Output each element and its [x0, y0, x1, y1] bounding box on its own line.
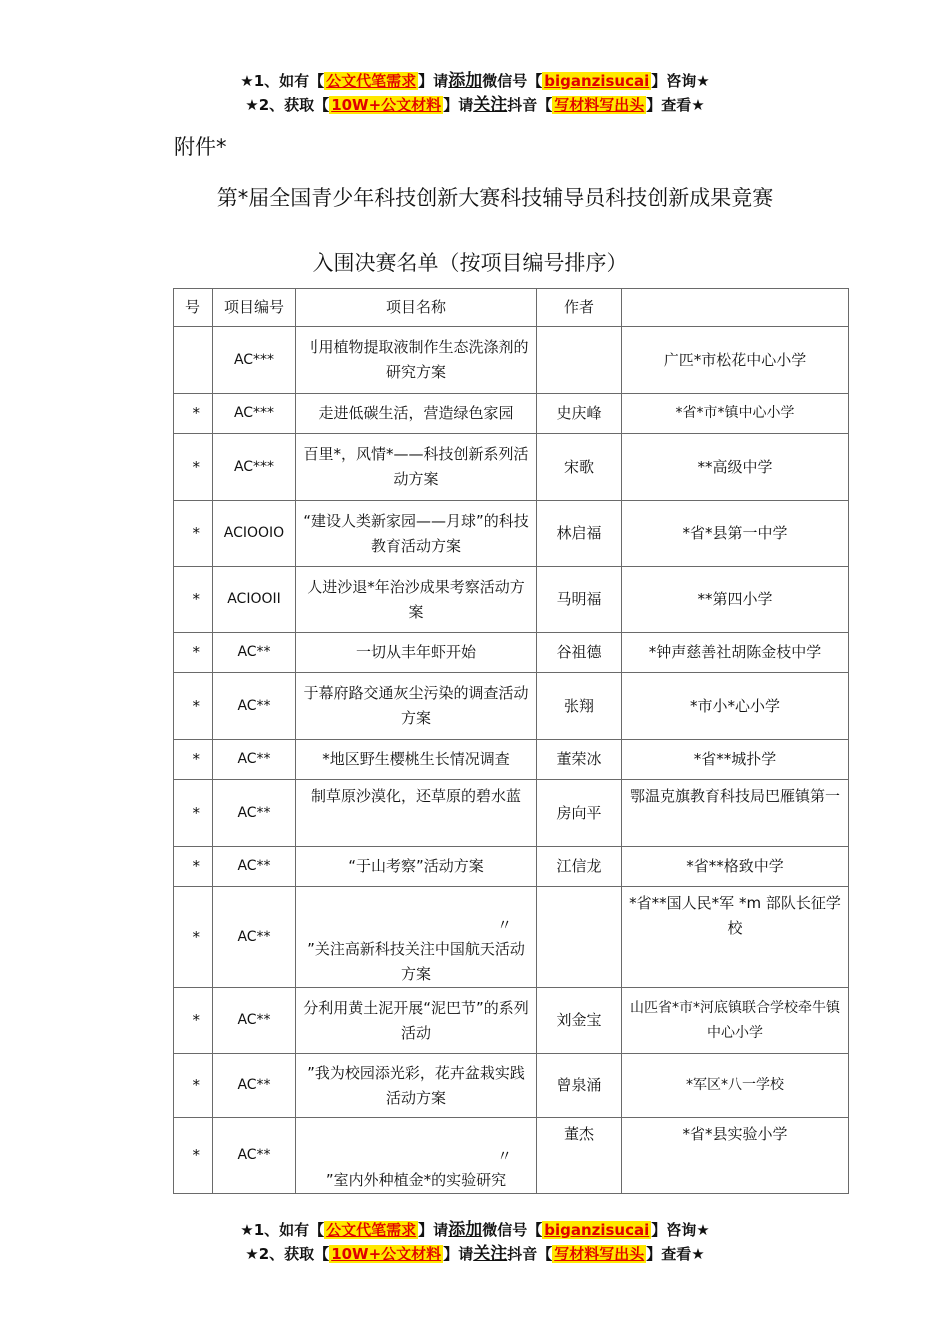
banner-highlight: 公文代笔需求	[326, 72, 417, 90]
project-name: 分利用黄土泥开展“泥巴节”的系列活动	[296, 988, 537, 1054]
table-row	[174, 434, 849, 501]
author-name: 林启福	[537, 501, 622, 567]
attachment-label: 附件*	[174, 135, 227, 159]
project-name: 百里*，风情*——科技创新系列活动方案	[296, 434, 537, 501]
banner-text: 】请	[443, 96, 474, 114]
table-row	[174, 847, 849, 887]
project-name: ”我为校园添光彩，花卉盆栽实践活动方案	[296, 1054, 537, 1118]
author-name: 史庆峰	[537, 394, 622, 434]
table-row	[174, 1054, 849, 1118]
author-name: 谷祖德	[537, 633, 622, 673]
project-code: AC**	[213, 1054, 296, 1118]
table-row	[174, 633, 849, 673]
header-author: 作者	[537, 289, 622, 327]
banner-text: 】请	[418, 1221, 449, 1239]
banner-emphasis: 添加	[448, 1220, 483, 1240]
author-name: 江信龙	[537, 847, 622, 887]
banner-text: 】请	[418, 72, 449, 90]
project-name: “于山考察”活动方案	[296, 847, 537, 887]
school-name: 广匹*市松花中心小学	[622, 327, 849, 394]
project-name-text: ”室内外种植金*的实验研究	[325, 1171, 507, 1189]
ditto-mark: 〃	[496, 1147, 512, 1165]
top-banner-line-1	[0, 70, 950, 92]
project-code: AC**	[213, 887, 296, 988]
document-title-line-1: 第*届全国青少年科技创新大赛科技辅导员科技创新成果竟赛	[216, 186, 774, 210]
header-school	[622, 289, 849, 327]
table-row	[174, 501, 849, 567]
banner-text: 微信号【	[482, 1221, 543, 1239]
project-code: AC**	[213, 847, 296, 887]
row-number: *	[174, 434, 213, 501]
project-name: 刂用植物提取液制作生态洗涤剂的研究方案	[296, 327, 537, 394]
project-name: 于幕府路交通灰尘污染的调查活动方案	[296, 673, 537, 740]
author-name: 曾泉涌	[537, 1054, 622, 1118]
banner-text: 抖音【	[507, 96, 553, 114]
banner-text: 抖音【	[507, 1245, 553, 1263]
table-header-row	[174, 289, 849, 327]
school-name: 山匹省*市*河底镇联合学校牵牛镇中心小学	[622, 988, 849, 1054]
school-name: 鄂温克旗教育科技局巴雁镇第一	[622, 780, 849, 847]
banner-text: 】查看★	[646, 96, 705, 114]
project-name-text: ”关注高新科技关注中国航天活动方案	[307, 940, 525, 983]
project-name: 人进沙退*年治沙成果考察活动方案	[296, 567, 537, 633]
table-row	[174, 887, 849, 988]
author-name: 董杰	[537, 1118, 622, 1194]
table-row	[174, 394, 849, 434]
bottom-banner-line-2	[0, 1243, 950, 1265]
table-row	[174, 673, 849, 740]
banner-highlight: 10W+公文材料	[331, 96, 442, 114]
project-name	[296, 887, 537, 988]
author-name: 张翔	[537, 673, 622, 740]
author-name: 马明福	[537, 567, 622, 633]
banner-emphasis: 关注	[473, 1244, 508, 1264]
project-code: ACIOOIO	[213, 501, 296, 567]
banner-text: ★1、如有【	[240, 1221, 325, 1239]
school-name: *省*县实验小学	[622, 1118, 849, 1194]
ditto-mark: 〃	[496, 916, 512, 934]
row-number: *	[174, 887, 213, 988]
banner-highlight: biganzisucai	[544, 72, 650, 90]
project-code: AC**	[213, 1118, 296, 1194]
project-code: AC***	[213, 394, 296, 434]
school-name: *省**格致中学	[622, 847, 849, 887]
banner-text: 微信号【	[482, 72, 543, 90]
banner-highlight: 写材料写出头	[554, 1245, 645, 1263]
author-name	[537, 887, 622, 988]
row-number: *	[174, 673, 213, 740]
row-number: *	[174, 567, 213, 633]
banner-emphasis: 添加	[448, 71, 483, 91]
school-name: **第四小学	[622, 567, 849, 633]
table-row	[174, 1118, 849, 1194]
table-row	[174, 740, 849, 780]
school-name: *省*县第一中学	[622, 501, 849, 567]
header-code: 项目编号	[213, 289, 296, 327]
author-name: 房向平	[537, 780, 622, 847]
banner-highlight: biganzisucai	[544, 1221, 650, 1239]
banner-text: 】请	[443, 1245, 474, 1263]
project-code: AC**	[213, 673, 296, 740]
banner-highlight: 10W+公文材料	[331, 1245, 442, 1263]
top-banner-line-2	[0, 94, 950, 116]
header-number: 号	[174, 289, 213, 327]
project-code: AC**	[213, 740, 296, 780]
document-title-line-2: 入围决赛名单（按项目编号排序）	[312, 251, 628, 275]
author-name: 董荣冰	[537, 740, 622, 780]
school-name: *省**城扑学	[622, 740, 849, 780]
row-number: *	[174, 633, 213, 673]
school-name: *省**国人民*军 *m 部队长征学校	[622, 887, 849, 988]
row-number: *	[174, 740, 213, 780]
project-code: AC**	[213, 988, 296, 1054]
school-name: *省*市*镇中心小学	[622, 394, 849, 434]
banner-text: 】咨询★	[651, 72, 710, 90]
row-number: *	[174, 394, 213, 434]
banner-text: 】咨询★	[651, 1221, 710, 1239]
banner-highlight: 公文代笔需求	[326, 1221, 417, 1239]
author-name: 宋歌	[537, 434, 622, 501]
row-number: *	[174, 847, 213, 887]
author-name: 刘金宝	[537, 988, 622, 1054]
finalist-table	[173, 288, 849, 1194]
project-code: AC***	[213, 327, 296, 394]
project-name: 走进低碳生活，营造绿色家园	[296, 394, 537, 434]
row-number: *	[174, 780, 213, 847]
row-number	[174, 327, 213, 394]
school-name: **高级中学	[622, 434, 849, 501]
project-code: ACIOOII	[213, 567, 296, 633]
project-code: AC***	[213, 434, 296, 501]
row-number: *	[174, 1054, 213, 1118]
school-name: *军区*八一学校	[622, 1054, 849, 1118]
banner-text: 】查看★	[646, 1245, 705, 1263]
row-number: *	[174, 501, 213, 567]
header-name: 项目名称	[296, 289, 537, 327]
row-number: *	[174, 988, 213, 1054]
project-name: *地区野生樱桃生长情况调查	[296, 740, 537, 780]
banner-text: ★1、如有【	[240, 72, 325, 90]
project-code: AC**	[213, 633, 296, 673]
table-row	[174, 780, 849, 847]
banner-emphasis: 关注	[473, 95, 508, 115]
project-code: AC**	[213, 780, 296, 847]
project-name: 制草原沙漠化，还草原的碧水蓝	[296, 780, 537, 847]
school-name: *钟声慈善社胡陈金枝中学	[622, 633, 849, 673]
table-row	[174, 327, 849, 394]
banner-text: ★2、获取【	[245, 1245, 330, 1263]
banner-highlight: 写材料写出头	[554, 96, 645, 114]
project-name	[296, 1118, 537, 1194]
bottom-banner-line-1	[0, 1219, 950, 1241]
author-name	[537, 327, 622, 394]
table-row	[174, 988, 849, 1054]
project-name: “建设人类新家园——月球”的科技教育活动方案	[296, 501, 537, 567]
table-row	[174, 567, 849, 633]
banner-text: ★2、获取【	[245, 96, 330, 114]
row-number: *	[174, 1118, 213, 1194]
school-name: *市小*心小学	[622, 673, 849, 740]
project-name: 一切从丰年虾开始	[296, 633, 537, 673]
